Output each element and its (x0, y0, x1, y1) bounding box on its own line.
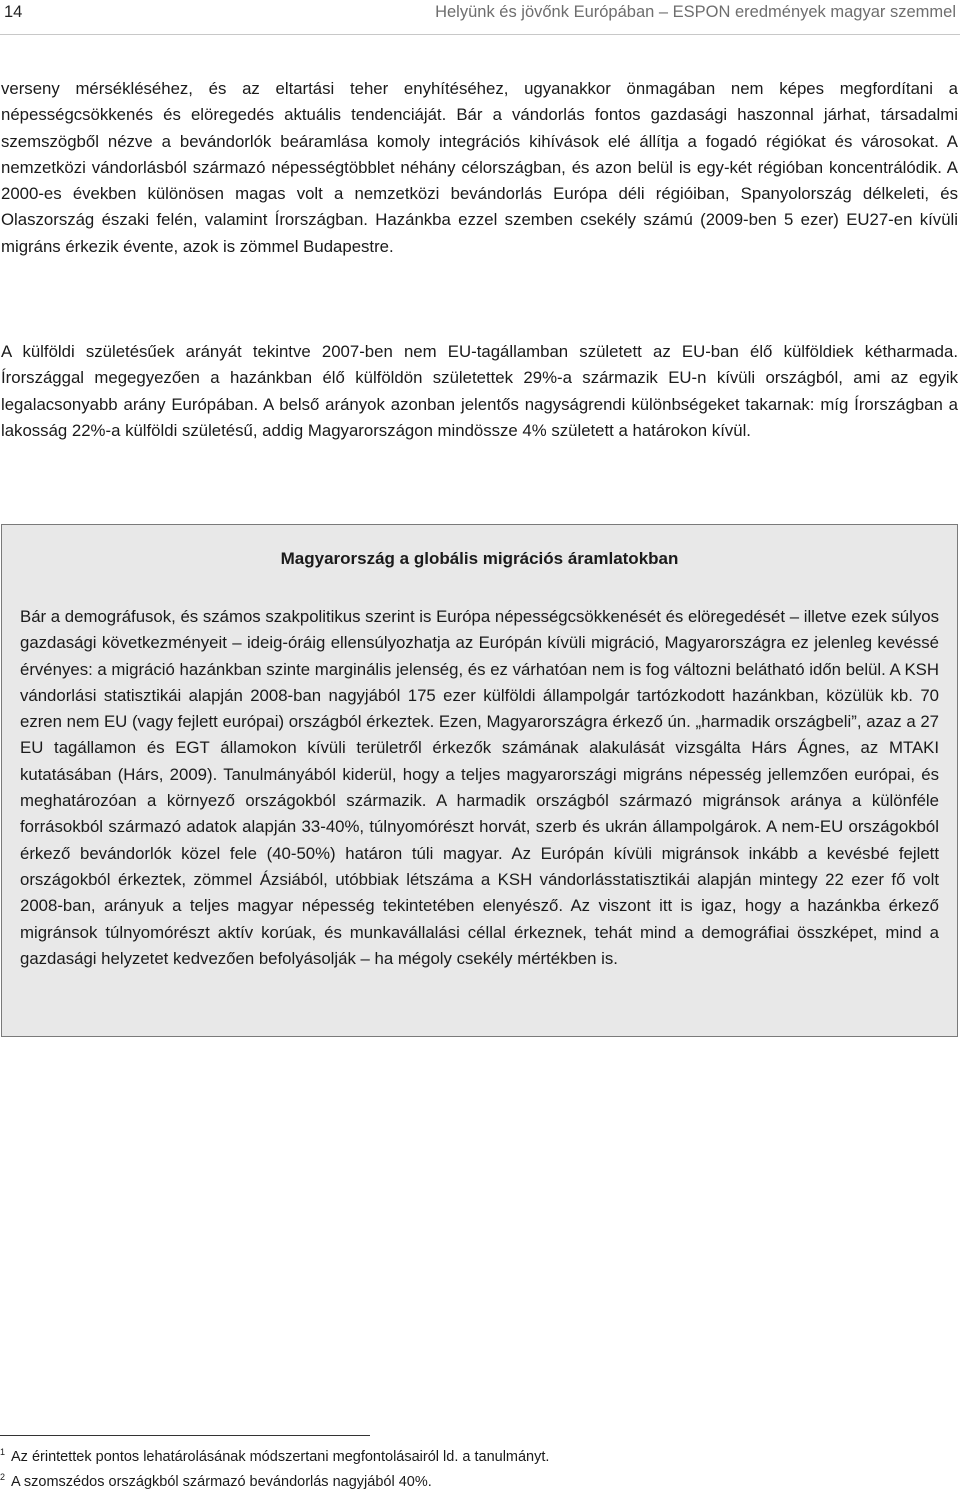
page-header (0, 0, 960, 35)
footnote-mark: 2 (0, 1472, 6, 1482)
footnote-text: Az érintettek pontos lehatárolásának módszertani megfontolásairól ld. a tanulmányt. (11, 1449, 550, 1465)
info-box-text: Bár a demográfusok, és számos szakpolitikus szerint is Európa népességcsökkenését és elöregedését – illetve ezek súlyos gazdasági következményeit – ideig-óráig ellensúlyozhatja az Európán kívüli migráció, Magyarországra ez jelenleg kevéssé érvényes: a migráció hazánkban szinte marginális jelenség, és ez várhatóan nem is fog változni belátható időn belül. A KSH vándorlási statisztikái alapján 2008-ban nagyjából 175 ezer külföldi állampolgár tartózkodott hazánkban, közülük kb. 70 ezren nem EU (vagy fejlett európai) országból érkeztek. Ezen, Magyarországra érkező ún. „harmadik országbeli”, azaz a 27 EU tagállamon és EGT államokon kívüli területről érkezők számának alakulását vizsgálta Hárs Ágnes, az MTAKI kutatásában (Hárs, 2009). Tanulmányából kiderül, hogy a teljes magyarországi migráns népesség jellemzően európai, és meghatározóan a környező országokból származik. A harmadik országból származó migránsok aránya a különféle forrásokból származó adatok alapján 33-40%, túlnyomórészt horvát, szerb és ukrán állampolgárok. A nem-EU országokból érkező bevándorlók közel fele (40-50%) határon túli magyar. Az Európán kívüli migránsok inkább a kevésbé fejlett országokból érkeztek, zömmel Ázsiából, utóbbiak létszáma a KSH vándorlásstatisztikái alapján mintegy 22 ezer fő volt 2008-ban, arányuk a teljes magyar népesség tekintetében elenyésző. Az viszont itt is igaz, hogy a hazánkba érkező migránsok túlnyomórészt aktív korúak, és munkavállalási céllal érkeznek, tehát mind a demográfiai összképet, mind a gazdasági helyzetet kedvezően befolyásolják – ha mégoly csekély mértékben is. (20, 607, 939, 968)
footnote-text: A szomszédos országkból származó bevándorlás nagyjából 40%. (11, 1474, 432, 1490)
footnote-2 (0, 1474, 432, 1490)
body-paragraph-2: A külföldi születésűek arányát tekintve 2007-ben nem EU-tagállamban született az EU-ban élő külföldiek kétharmada. Írországgal megegyezően a hazánkban élő külföldön születettek 29%-a származik EU-n kívüli országból, ami az egyik legalacsonyabb arány Európában. A belső arányok azonban jelentős nagyságrendi különbségeket takarnak: míg Írországban a lakosság 22%-a külföldi születésű, addig Magyarországon mindössze 4% született a határokon kívül. (1, 342, 958, 440)
running-title: Helyünk és jövőnk Európában – ESPON eredmények magyar szemmel (435, 3, 956, 21)
body-paragraph-1: verseny mérsékléséhez, és az eltartási teher enyhítéséhez, ugyanakkor önmagában nem képes megfordítani a népességcsökkenés és elöregedés aktuális tendenciáját. Bár a vándorlás fontos gazdasági haszonnal járhat, társadalmi szemszögből nézve a bevándorlók beáramlása komoly integrációs kihívások elé állítja a fogadó régiókat és városokat. A nemzetközi vándorlásból származó népességtöbblet néhány célországban, és azon belül is egy-két régióban koncentrálódik. A 2000-es években különösen magas volt a nemzetközi bevándorlás Európa déli régióiban, Spanyolország délkeleti, és Olaszország északi felén, valamint Írországban. Hazánkba ezzel szemben csekély számú (2009-ben 5 ezer) EU27-en kívüli migráns érkezik évente, azok is zömmel Budapestre. (1, 79, 958, 256)
footnote-1 (0, 1449, 549, 1465)
info-box-title: Magyarország a globális migrációs áramlatokban (280, 549, 679, 568)
footnote-mark: 1 (0, 1447, 6, 1457)
footnote-divider (0, 1435, 370, 1436)
page-number: 14 (4, 3, 23, 21)
info-box (1, 524, 958, 1037)
